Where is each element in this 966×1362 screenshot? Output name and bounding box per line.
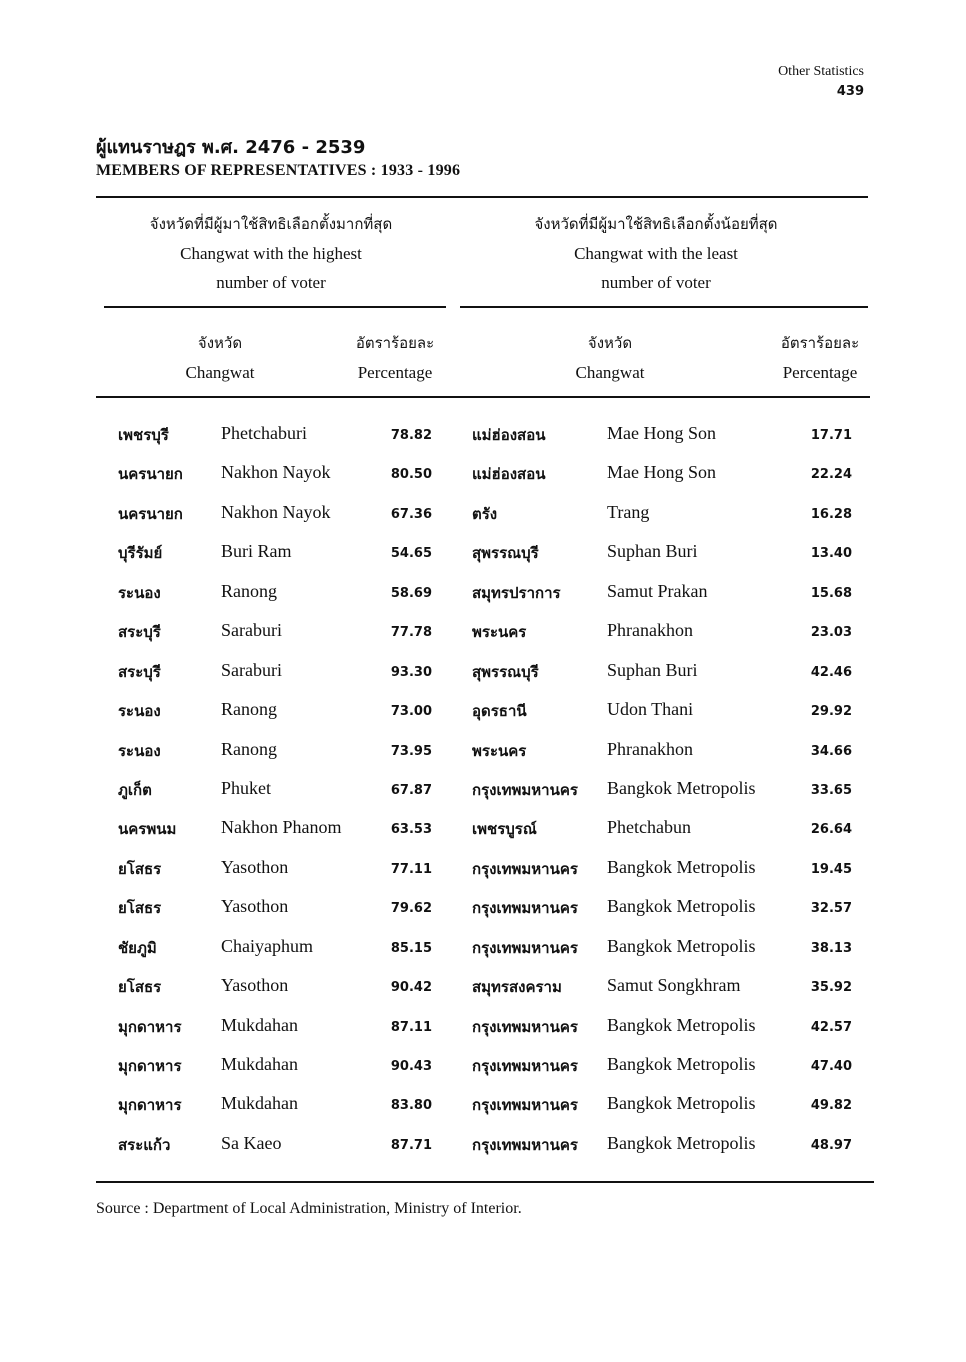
col-header-changwat-left: [150, 328, 290, 388]
col-percentage-thai: อัตราร้อยละ: [355, 334, 435, 352]
highest-changwat-en: Yasothon: [221, 856, 289, 877]
highest-changwat-en: Sa Kaeo: [221, 1132, 282, 1153]
highest-percentage: 90.43: [390, 1059, 432, 1074]
table-bottom-rule: [96, 1181, 874, 1183]
least-changwat-en: Bangkok Metropolis: [607, 777, 756, 798]
least-changwat-thai: กรุงเทพมหานคร: [472, 1057, 578, 1075]
highest-percentage: 87.11: [390, 1019, 432, 1035]
least-changwat-thai: สมุทรสงคราม: [472, 978, 562, 997]
least-percentage: 29.92: [810, 704, 852, 720]
table-row: [0, 581, 966, 620]
group-highest-line1: Changwat with the highest: [180, 244, 362, 263]
highest-changwat-thai: ยโสธร: [118, 899, 162, 918]
least-changwat-thai: อุดรธานี: [472, 702, 527, 721]
highest-changwat-thai: มุกดาหาร: [118, 1017, 182, 1036]
least-changwat-en: Samut Prakan: [607, 580, 708, 601]
least-changwat-en: Mae Hong Son: [607, 462, 716, 483]
highest-changwat-thai: ชัยภูมิ: [118, 938, 157, 957]
least-changwat-thai: แม่ฮ่องสอน: [472, 426, 546, 444]
least-percentage: 23.03: [810, 625, 852, 641]
table-row: [0, 660, 966, 699]
highest-changwat-en: Chaiyaphum: [221, 935, 313, 956]
col-header-changwat-right: [540, 328, 680, 388]
table-row: [0, 699, 966, 738]
highest-percentage: 77.11: [390, 861, 432, 877]
title-thai: ผู้แทนราษฎร พ.ศ. 2476 - 2539: [96, 137, 366, 158]
highest-changwat-en: Mukdahan: [221, 1054, 298, 1074]
highest-changwat-en: Saraburi: [221, 659, 282, 680]
highest-percentage: 85.15: [390, 940, 432, 956]
table-row: [0, 620, 966, 659]
table-row: [0, 462, 966, 501]
highest-changwat-thai: มุกดาหาร: [118, 1057, 182, 1075]
highest-changwat-thai: สระบุรี: [118, 623, 161, 642]
highest-changwat-en: Yasothon: [221, 896, 289, 917]
highest-percentage: 93.30: [390, 664, 432, 680]
highest-changwat-thai: นครนายก: [118, 504, 183, 523]
highest-changwat-en: Buri Ram: [221, 541, 292, 562]
highest-changwat-thai: นครนายก: [118, 465, 183, 484]
least-changwat-thai: กรุงเทพมหานคร: [472, 1017, 578, 1036]
least-percentage: 47.40: [810, 1059, 852, 1074]
table-row: [0, 739, 966, 778]
table-row: [0, 541, 966, 580]
group-least-thai: จังหวัดที่มีผู้มาใช้สิทธิเลือกตั้งน้อยที่สุด: [534, 215, 778, 233]
highest-changwat-en: Ranong: [221, 580, 277, 601]
title-english: MEMBERS OF REPRESENTATIVES : 1933 - 1996: [96, 162, 461, 179]
page-number: 439: [836, 84, 864, 99]
least-changwat-en: Bangkok Metropolis: [607, 1093, 756, 1114]
table-row: [0, 936, 966, 975]
group-header-least: [460, 210, 852, 297]
least-changwat-en: Mae Hong Son: [607, 423, 716, 443]
highest-percentage: 90.42: [390, 980, 432, 996]
least-changwat-thai: กรุงเทพมหานคร: [472, 780, 578, 799]
source-note: Source : Department of Local Administration, Ministry of Interior.: [96, 1200, 522, 1217]
table-row: [0, 1015, 966, 1054]
col-changwat-en: Changwat: [185, 363, 255, 382]
group-highest-line2: number of voter: [216, 273, 326, 292]
least-percentage: 38.13: [810, 940, 852, 956]
least-changwat-en: Bangkok Metropolis: [607, 856, 756, 877]
highest-changwat-thai: ยโสธร: [118, 859, 162, 878]
col-changwat-thai: จังหวัด: [197, 334, 243, 352]
highest-changwat-thai: บุรีรัมย์: [118, 544, 163, 563]
least-percentage: 34.66: [810, 743, 852, 759]
col-percentage-en: Percentage: [782, 363, 858, 382]
col-percentage-thai: อัตราร้อยละ: [780, 334, 860, 352]
running-header: [778, 62, 864, 102]
table-row: [0, 1054, 966, 1093]
least-percentage: 13.40: [810, 546, 852, 562]
highest-percentage: 67.87: [390, 782, 432, 798]
highest-changwat-en: Nakhon Phanom: [221, 817, 342, 838]
col-changwat-en: Changwat: [575, 363, 645, 382]
least-changwat-thai: สุพรรณบุรี: [472, 544, 539, 563]
header-bottom-rule: [96, 396, 870, 398]
highest-percentage: 77.78: [390, 625, 432, 641]
table-row: [0, 1093, 966, 1132]
highest-percentage: 73.95: [390, 743, 432, 759]
least-changwat-thai: กรุงเทพมหานคร: [472, 899, 578, 918]
table-row: [0, 778, 966, 817]
highest-changwat-en: Ranong: [221, 699, 277, 720]
least-changwat-en: Phranakhon: [607, 620, 693, 641]
least-changwat-thai: แม่ฮ่องสอน: [472, 465, 546, 484]
highest-changwat-thai: เพชรบุรี: [118, 426, 169, 444]
least-changwat-thai: เพชรบูรณ์: [472, 820, 537, 839]
least-percentage: 33.65: [810, 782, 852, 798]
least-changwat-thai: กรุงเทพมหานคร: [472, 1135, 578, 1154]
table-row: [0, 1133, 966, 1172]
group-rule-right: [460, 306, 868, 308]
least-changwat-en: Bangkok Metropolis: [607, 935, 756, 956]
least-percentage: 26.64: [810, 822, 852, 838]
highest-percentage: 87.71: [390, 1137, 432, 1153]
least-percentage: 48.97: [810, 1137, 852, 1153]
highest-percentage: 80.50: [390, 467, 432, 483]
least-changwat-thai: สุพรรณบุรี: [472, 662, 539, 681]
group-least-line2: number of voter: [601, 273, 711, 292]
highest-changwat-thai: สระบุรี: [118, 662, 161, 681]
highest-changwat-en: Saraburi: [221, 620, 282, 641]
least-changwat-thai: พระนคร: [472, 623, 527, 642]
least-changwat-en: Suphan Buri: [607, 659, 698, 680]
highest-percentage: 78.82: [390, 428, 432, 443]
highest-percentage: 79.62: [390, 901, 432, 917]
highest-changwat-en: Mukdahan: [221, 1093, 298, 1114]
group-highest-thai: จังหวัดที่มีผู้มาใช้สิทธิเลือกตั้งมากที่สุด: [149, 215, 393, 233]
highest-changwat-thai: ระนอง: [118, 741, 161, 760]
least-percentage: 22.24: [810, 467, 852, 483]
least-percentage: 15.68: [810, 585, 852, 601]
highest-changwat-thai: ยโสธร: [118, 978, 162, 997]
highest-percentage: 83.80: [390, 1098, 432, 1114]
least-percentage: 19.45: [810, 861, 852, 877]
least-changwat-thai: กรุงเทพมหานคร: [472, 1096, 578, 1115]
highest-changwat-thai: ระนอง: [118, 702, 161, 721]
least-changwat-en: Phranakhon: [607, 738, 693, 759]
least-changwat-en: Bangkok Metropolis: [607, 1014, 756, 1035]
highest-changwat-thai: มุกดาหาร: [118, 1096, 182, 1115]
highest-changwat-en: Phetchaburi: [221, 423, 307, 443]
least-changwat-en: Samut Songkhram: [607, 975, 741, 996]
table-top-rule: [96, 196, 868, 198]
least-percentage: 17.71: [810, 428, 852, 443]
table-body: [0, 423, 966, 1172]
least-changwat-en: Phetchabun: [607, 817, 691, 838]
highest-changwat-thai: นครพนม: [118, 820, 177, 839]
table-row: [0, 975, 966, 1014]
highest-changwat-en: Nakhon Nayok: [221, 501, 331, 522]
group-least-line1: Changwat with the least: [574, 244, 738, 263]
least-changwat-en: Trang: [607, 501, 650, 522]
highest-changwat-thai: ระนอง: [118, 583, 161, 602]
section-name: Other Statistics: [778, 64, 864, 79]
col-header-percentage-left: [340, 328, 450, 388]
highest-percentage: 63.53: [390, 822, 432, 838]
highest-changwat-thai: ภูเก็ต: [118, 780, 152, 799]
least-changwat-thai: กรุงเทพมหานคร: [472, 859, 578, 878]
least-percentage: 32.57: [810, 901, 852, 917]
table-row: [0, 423, 966, 462]
table-row: [0, 817, 966, 856]
highest-changwat-en: Mukdahan: [221, 1014, 298, 1035]
least-percentage: 16.28: [810, 506, 852, 522]
highest-changwat-en: Phuket: [221, 777, 272, 798]
least-changwat-en: Udon Thani: [607, 699, 694, 720]
least-percentage: 42.57: [810, 1019, 852, 1035]
least-changwat-en: Bangkok Metropolis: [607, 1054, 756, 1074]
least-percentage: 49.82: [810, 1098, 852, 1114]
table-row: [0, 857, 966, 896]
highest-changwat-thai: สระแก้ว: [118, 1135, 171, 1154]
highest-changwat-en: Ranong: [221, 738, 277, 759]
least-changwat-thai: พระนคร: [472, 741, 527, 760]
highest-percentage: 54.65: [390, 546, 432, 562]
least-changwat-thai: ตรัง: [472, 504, 498, 523]
least-changwat-en: Bangkok Metropolis: [607, 896, 756, 917]
least-changwat-en: Bangkok Metropolis: [607, 1132, 756, 1153]
table-row: [0, 502, 966, 541]
group-rule-left: [104, 306, 446, 308]
table-row: [0, 896, 966, 935]
col-percentage-en: Percentage: [357, 363, 433, 382]
highest-percentage: 67.36: [390, 506, 432, 522]
least-changwat-thai: กรุงเทพมหานคร: [472, 938, 578, 957]
highest-percentage: 73.00: [390, 704, 432, 720]
highest-percentage: 58.69: [390, 585, 432, 601]
least-percentage: 42.46: [810, 664, 852, 680]
least-changwat-en: Suphan Buri: [607, 541, 698, 562]
col-changwat-thai: จังหวัด: [587, 334, 633, 352]
least-changwat-thai: สมุทรปราการ: [472, 583, 561, 602]
group-header-highest: [104, 210, 438, 297]
highest-changwat-en: Yasothon: [221, 975, 289, 996]
highest-changwat-en: Nakhon Nayok: [221, 462, 331, 483]
col-header-percentage-right: [770, 328, 870, 388]
least-percentage: 35.92: [810, 980, 852, 996]
